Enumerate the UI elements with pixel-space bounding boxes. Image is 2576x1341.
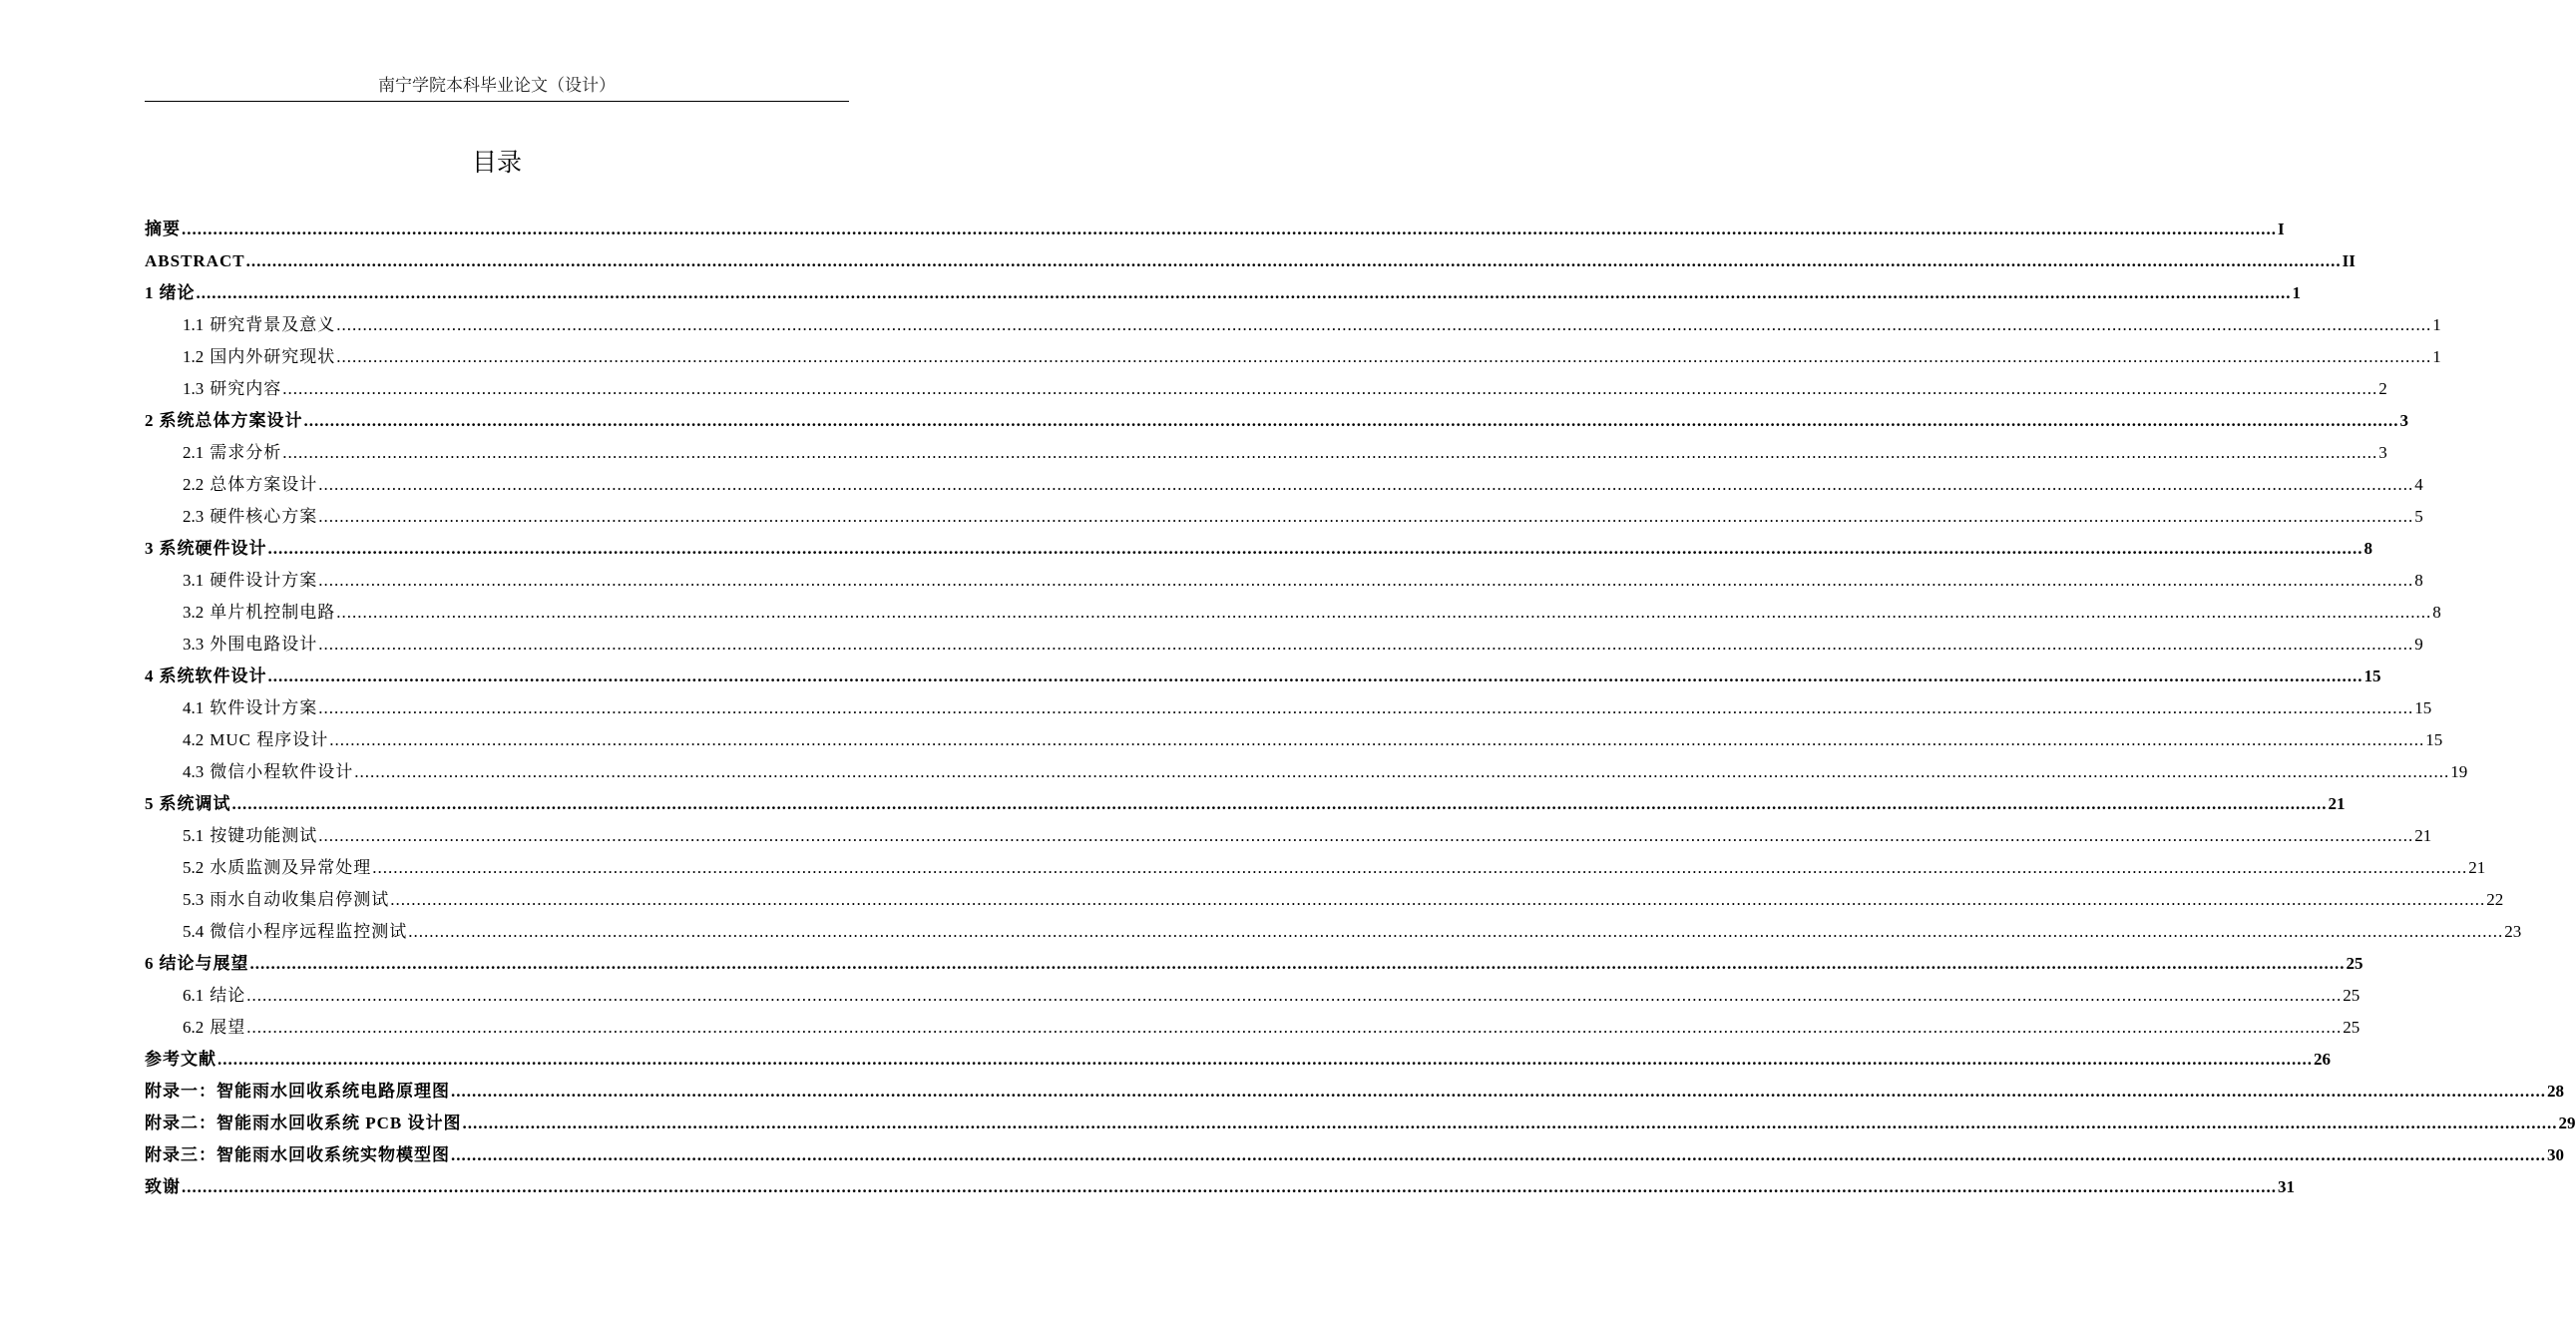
toc-dot-leader: ................................................................................................................................................................................................................................................................................................................................................................................................................ xyxy=(318,826,2414,845)
toc-entry-page-number: 1 xyxy=(2292,283,2301,302)
toc-dot-leader: ................................................................................................................................................................................................................................................................................................................................................................................................................ xyxy=(282,379,2378,398)
toc-entry-page-number: I xyxy=(2278,220,2285,238)
toc-entry-title: 雨水自动收集启停测试 xyxy=(210,890,390,909)
toc-entry-page-number: 22 xyxy=(2486,890,2504,909)
page-header: 南宁学院本科毕业论文（设计） xyxy=(378,76,616,95)
toc-entry-title: 系统总体方案设计 xyxy=(159,411,303,430)
toc-entry-chapter[interactable] xyxy=(145,1139,2564,1171)
toc-entry-number: 4.1 xyxy=(183,698,205,717)
toc-entry-chapter[interactable] xyxy=(145,277,2301,309)
toc-entry-page-number: 25 xyxy=(2343,1018,2361,1037)
toc-entry-title: 参考文献 xyxy=(145,1050,216,1069)
toc-entry-title: 研究背景及意义 xyxy=(210,315,336,334)
toc-entry-title: 需求分析 xyxy=(210,443,282,462)
toc-entry-section[interactable] xyxy=(145,820,2432,852)
toc-entry-number: 5.4 xyxy=(183,922,205,941)
toc-entry-page-number: 21 xyxy=(2328,794,2346,813)
toc-entry-title: 外围电路设计 xyxy=(210,635,318,654)
toc-entry-number: 5.3 xyxy=(183,890,205,909)
toc-dot-leader: ................................................................................................................................................................................................................................................................................................................................................................................................................ xyxy=(303,411,2399,430)
toc-dot-leader: ................................................................................................................................................................................................................................................................................................................................................................................................................ xyxy=(318,507,2414,526)
toc-entry-number: 6 xyxy=(145,954,154,973)
toc-entry-chapter[interactable] xyxy=(145,1076,2564,1108)
toc-entry-chapter[interactable] xyxy=(145,1108,2576,1139)
toc-entry-section[interactable] xyxy=(145,501,2423,533)
toc-entry-page-number: 3 xyxy=(2399,411,2408,430)
toc-entry-number: 3.2 xyxy=(183,603,205,622)
toc-entry-number: 4 xyxy=(145,667,154,685)
toc-entry-page-number: 28 xyxy=(2547,1082,2564,1101)
toc-entry-section[interactable] xyxy=(145,341,2441,373)
toc-entry-title: 单片机控制电路 xyxy=(210,603,336,622)
toc-entry-title: 硬件核心方案 xyxy=(210,507,318,526)
toc-entry-page-number: 3 xyxy=(2378,443,2387,462)
toc-entry-title: 系统硬件设计 xyxy=(159,539,267,558)
toc-entry-title: 软件设计方案 xyxy=(210,698,318,717)
toc-entry-page-number: 1 xyxy=(2432,347,2441,366)
toc-entry-chapter[interactable] xyxy=(145,245,2356,277)
toc-entry-title: 结论 xyxy=(210,986,246,1005)
toc-entry-number: 1.1 xyxy=(183,315,205,334)
toc-entry-section[interactable] xyxy=(145,309,2441,341)
toc-entry-number: 2.3 xyxy=(183,507,205,526)
toc-entry-section[interactable] xyxy=(145,852,2486,884)
toc-dot-leader: ................................................................................................................................................................................................................................................................................................................................................................................................................ xyxy=(372,858,2468,877)
toc-entry-chapter[interactable] xyxy=(145,214,2285,245)
toc-dot-leader: ................................................................................................................................................................................................................................................................................................................................................................................................................ xyxy=(451,1145,2546,1164)
toc-entry-number: 3.3 xyxy=(183,635,205,654)
toc-dot-leader: ................................................................................................................................................................................................................................................................................................................................................................................................................ xyxy=(318,571,2414,590)
toc-dot-leader: ................................................................................................................................................................................................................................................................................................................................................................................................................ xyxy=(246,986,2343,1005)
toc-entry-chapter[interactable] xyxy=(145,948,2363,980)
toc-entry-section[interactable] xyxy=(145,373,2387,405)
toc-dot-leader: ................................................................................................................................................................................................................................................................................................................................................................................................................ xyxy=(249,954,2346,973)
toc-entry-page-number: 8 xyxy=(2363,539,2372,558)
toc-entry-page-number: 31 xyxy=(2278,1177,2295,1196)
toc-dot-leader: ................................................................................................................................................................................................................................................................................................................................................................................................................ xyxy=(246,1018,2343,1037)
toc-dot-leader: ................................................................................................................................................................................................................................................................................................................................................................................................................ xyxy=(182,1177,2277,1196)
toc-entry-number: 5 xyxy=(145,794,154,813)
toc-entry-title: 硬件设计方案 xyxy=(210,571,318,590)
toc-entry-page-number: 21 xyxy=(2468,858,2486,877)
toc-dot-leader: ................................................................................................................................................................................................................................................................................................................................................................................................................ xyxy=(267,667,2363,685)
toc-dot-leader: ................................................................................................................................................................................................................................................................................................................................................................................................................ xyxy=(318,475,2414,494)
toc-entry-title: 微信小程序远程监控测试 xyxy=(210,922,408,941)
toc-dot-leader: ................................................................................................................................................................................................................................................................................................................................................................................................................ xyxy=(354,762,2450,781)
toc-entry-section[interactable] xyxy=(145,692,2432,724)
toc-entry-number: 6.1 xyxy=(183,986,205,1005)
toc-dot-leader: ................................................................................................................................................................................................................................................................................................................................................................................................................ xyxy=(408,922,2504,941)
toc-entry-title: 国内外研究现状 xyxy=(210,347,336,366)
toc-entry-page-number: 8 xyxy=(2432,603,2441,622)
toc-dot-leader: ................................................................................................................................................................................................................................................................................................................................................................................................................ xyxy=(390,890,2486,909)
table-of-contents xyxy=(145,214,2576,1203)
toc-dot-leader: ................................................................................................................................................................................................................................................................................................................................................................................................................ xyxy=(336,603,2432,622)
toc-entry-page-number: 4 xyxy=(2414,475,2423,494)
toc-entry-section[interactable] xyxy=(145,756,2468,788)
toc-entry-section[interactable] xyxy=(145,597,2441,629)
toc-entry-title: 展望 xyxy=(210,1018,246,1037)
toc-entry-number: 3 xyxy=(145,539,154,558)
toc-dot-leader: ................................................................................................................................................................................................................................................................................................................................................................................................................ xyxy=(329,730,2425,749)
toc-entry-title: 系统调试 xyxy=(159,794,231,813)
toc-entry-number: 6.2 xyxy=(183,1018,205,1037)
toc-dot-leader: ................................................................................................................................................................................................................................................................................................................................................................................................................ xyxy=(196,283,2292,302)
toc-entry-title: 按键功能测试 xyxy=(210,826,318,845)
toc-entry-number: 4.3 xyxy=(183,762,205,781)
toc-entry-page-number: 26 xyxy=(2314,1050,2331,1069)
toc-entry-chapter[interactable] xyxy=(145,1044,2331,1076)
toc-entry-page-number: 19 xyxy=(2450,762,2468,781)
toc-dot-leader: ................................................................................................................................................................................................................................................................................................................................................................................................................ xyxy=(336,347,2432,366)
toc-dot-leader: ................................................................................................................................................................................................................................................................................................................................................................................................................ xyxy=(182,220,2277,238)
toc-entry-title: 系统软件设计 xyxy=(159,667,267,685)
toc-entry-page-number: 15 xyxy=(2363,667,2381,685)
toc-entry-number: 1.3 xyxy=(183,379,205,398)
toc-dot-leader: ................................................................................................................................................................................................................................................................................................................................................................................................................ xyxy=(318,698,2414,717)
toc-entry-section[interactable] xyxy=(145,469,2423,501)
toc-entry-page-number: 2 xyxy=(2378,379,2387,398)
toc-entry-page-number: 1 xyxy=(2432,315,2441,334)
toc-entry-title: 结论与展望 xyxy=(159,954,249,973)
toc-entry-section[interactable] xyxy=(145,565,2423,597)
toc-entry-number: 2.1 xyxy=(183,443,205,462)
toc-dot-leader: ................................................................................................................................................................................................................................................................................................................................................................................................................ xyxy=(336,315,2432,334)
toc-entry-title: 摘要 xyxy=(145,220,181,238)
toc-entry-page-number: II xyxy=(2342,251,2356,270)
toc-entry-page-number: 29 xyxy=(2558,1114,2576,1132)
toc-entry-page-number: 5 xyxy=(2414,507,2423,526)
toc-entry-page-number: 25 xyxy=(2343,986,2361,1005)
toc-entry-chapter[interactable] xyxy=(145,1171,2295,1203)
toc-entry-title: 附录三：智能雨水回收系统实物模型图 xyxy=(145,1145,450,1164)
toc-entry-number: 2 xyxy=(145,411,154,430)
toc-entry-title: 附录一：智能雨水回收系统电路原理图 xyxy=(145,1082,450,1101)
toc-entry-title: 水质监测及异常处理 xyxy=(210,858,372,877)
toc-entry-page-number: 8 xyxy=(2414,571,2423,590)
toc-entry-number: 2.2 xyxy=(183,475,205,494)
toc-entry-title: 总体方案设计 xyxy=(210,475,318,494)
toc-entry-chapter[interactable] xyxy=(145,661,2381,692)
toc-dot-leader: ................................................................................................................................................................................................................................................................................................................................................................................................................ xyxy=(245,251,2342,270)
toc-entry-section[interactable] xyxy=(145,916,2522,948)
header-rule xyxy=(145,101,849,102)
toc-entry-number: 1 xyxy=(145,283,154,302)
toc-entry-chapter[interactable] xyxy=(145,533,2372,565)
toc-entry-number: 4.2 xyxy=(183,730,205,749)
toc-entry-section[interactable] xyxy=(145,980,2361,1012)
toc-entry-title: 致谢 xyxy=(145,1177,181,1196)
toc-entry-title: 附录二：智能雨水回收系统 PCB 设计图 xyxy=(145,1114,462,1132)
toc-entry-chapter[interactable] xyxy=(145,405,2408,437)
toc-entry-number: 5.2 xyxy=(183,858,205,877)
toc-dot-leader: ................................................................................................................................................................................................................................................................................................................................................................................................................ xyxy=(217,1050,2313,1069)
toc-entry-number: 3.1 xyxy=(183,571,205,590)
toc-entry-page-number: 21 xyxy=(2414,826,2432,845)
toc-entry-section[interactable] xyxy=(145,1012,2361,1044)
toc-entry-section[interactable] xyxy=(145,437,2387,469)
toc-entry-page-number: 9 xyxy=(2414,635,2423,654)
toc-entry-page-number: 25 xyxy=(2346,954,2363,973)
toc-entry-chapter[interactable] xyxy=(145,788,2346,820)
toc-entry-section[interactable] xyxy=(145,884,2504,916)
toc-entry-title: 绪论 xyxy=(159,283,196,302)
toc-entry-number: 5.1 xyxy=(183,826,205,845)
toc-dot-leader: ................................................................................................................................................................................................................................................................................................................................................................................................................ xyxy=(318,635,2414,654)
toc-entry-title: ABSTRACT xyxy=(145,251,245,270)
toc-dot-leader: ................................................................................................................................................................................................................................................................................................................................................................................................................ xyxy=(282,443,2378,462)
toc-dot-leader: ................................................................................................................................................................................................................................................................................................................................................................................................................ xyxy=(231,794,2328,813)
toc-entry-title: MUC 程序设计 xyxy=(210,730,329,749)
toc-entry-page-number: 23 xyxy=(2504,922,2522,941)
toc-entry-section[interactable] xyxy=(145,724,2443,756)
toc-dot-leader: ................................................................................................................................................................................................................................................................................................................................................................................................................ xyxy=(451,1082,2546,1101)
toc-title: 目录 xyxy=(471,148,522,177)
toc-entry-title: 微信小程软件设计 xyxy=(210,762,354,781)
toc-entry-section[interactable] xyxy=(145,629,2423,661)
toc-entry-number: 1.2 xyxy=(183,347,205,366)
toc-dot-leader: ................................................................................................................................................................................................................................................................................................................................................................................................................ xyxy=(267,539,2363,558)
toc-entry-page-number: 15 xyxy=(2414,698,2432,717)
toc-entry-title: 研究内容 xyxy=(210,379,282,398)
toc-entry-page-number: 30 xyxy=(2547,1145,2564,1164)
toc-dot-leader: ................................................................................................................................................................................................................................................................................................................................................................................................................ xyxy=(462,1114,2558,1132)
toc-entry-page-number: 15 xyxy=(2425,730,2443,749)
